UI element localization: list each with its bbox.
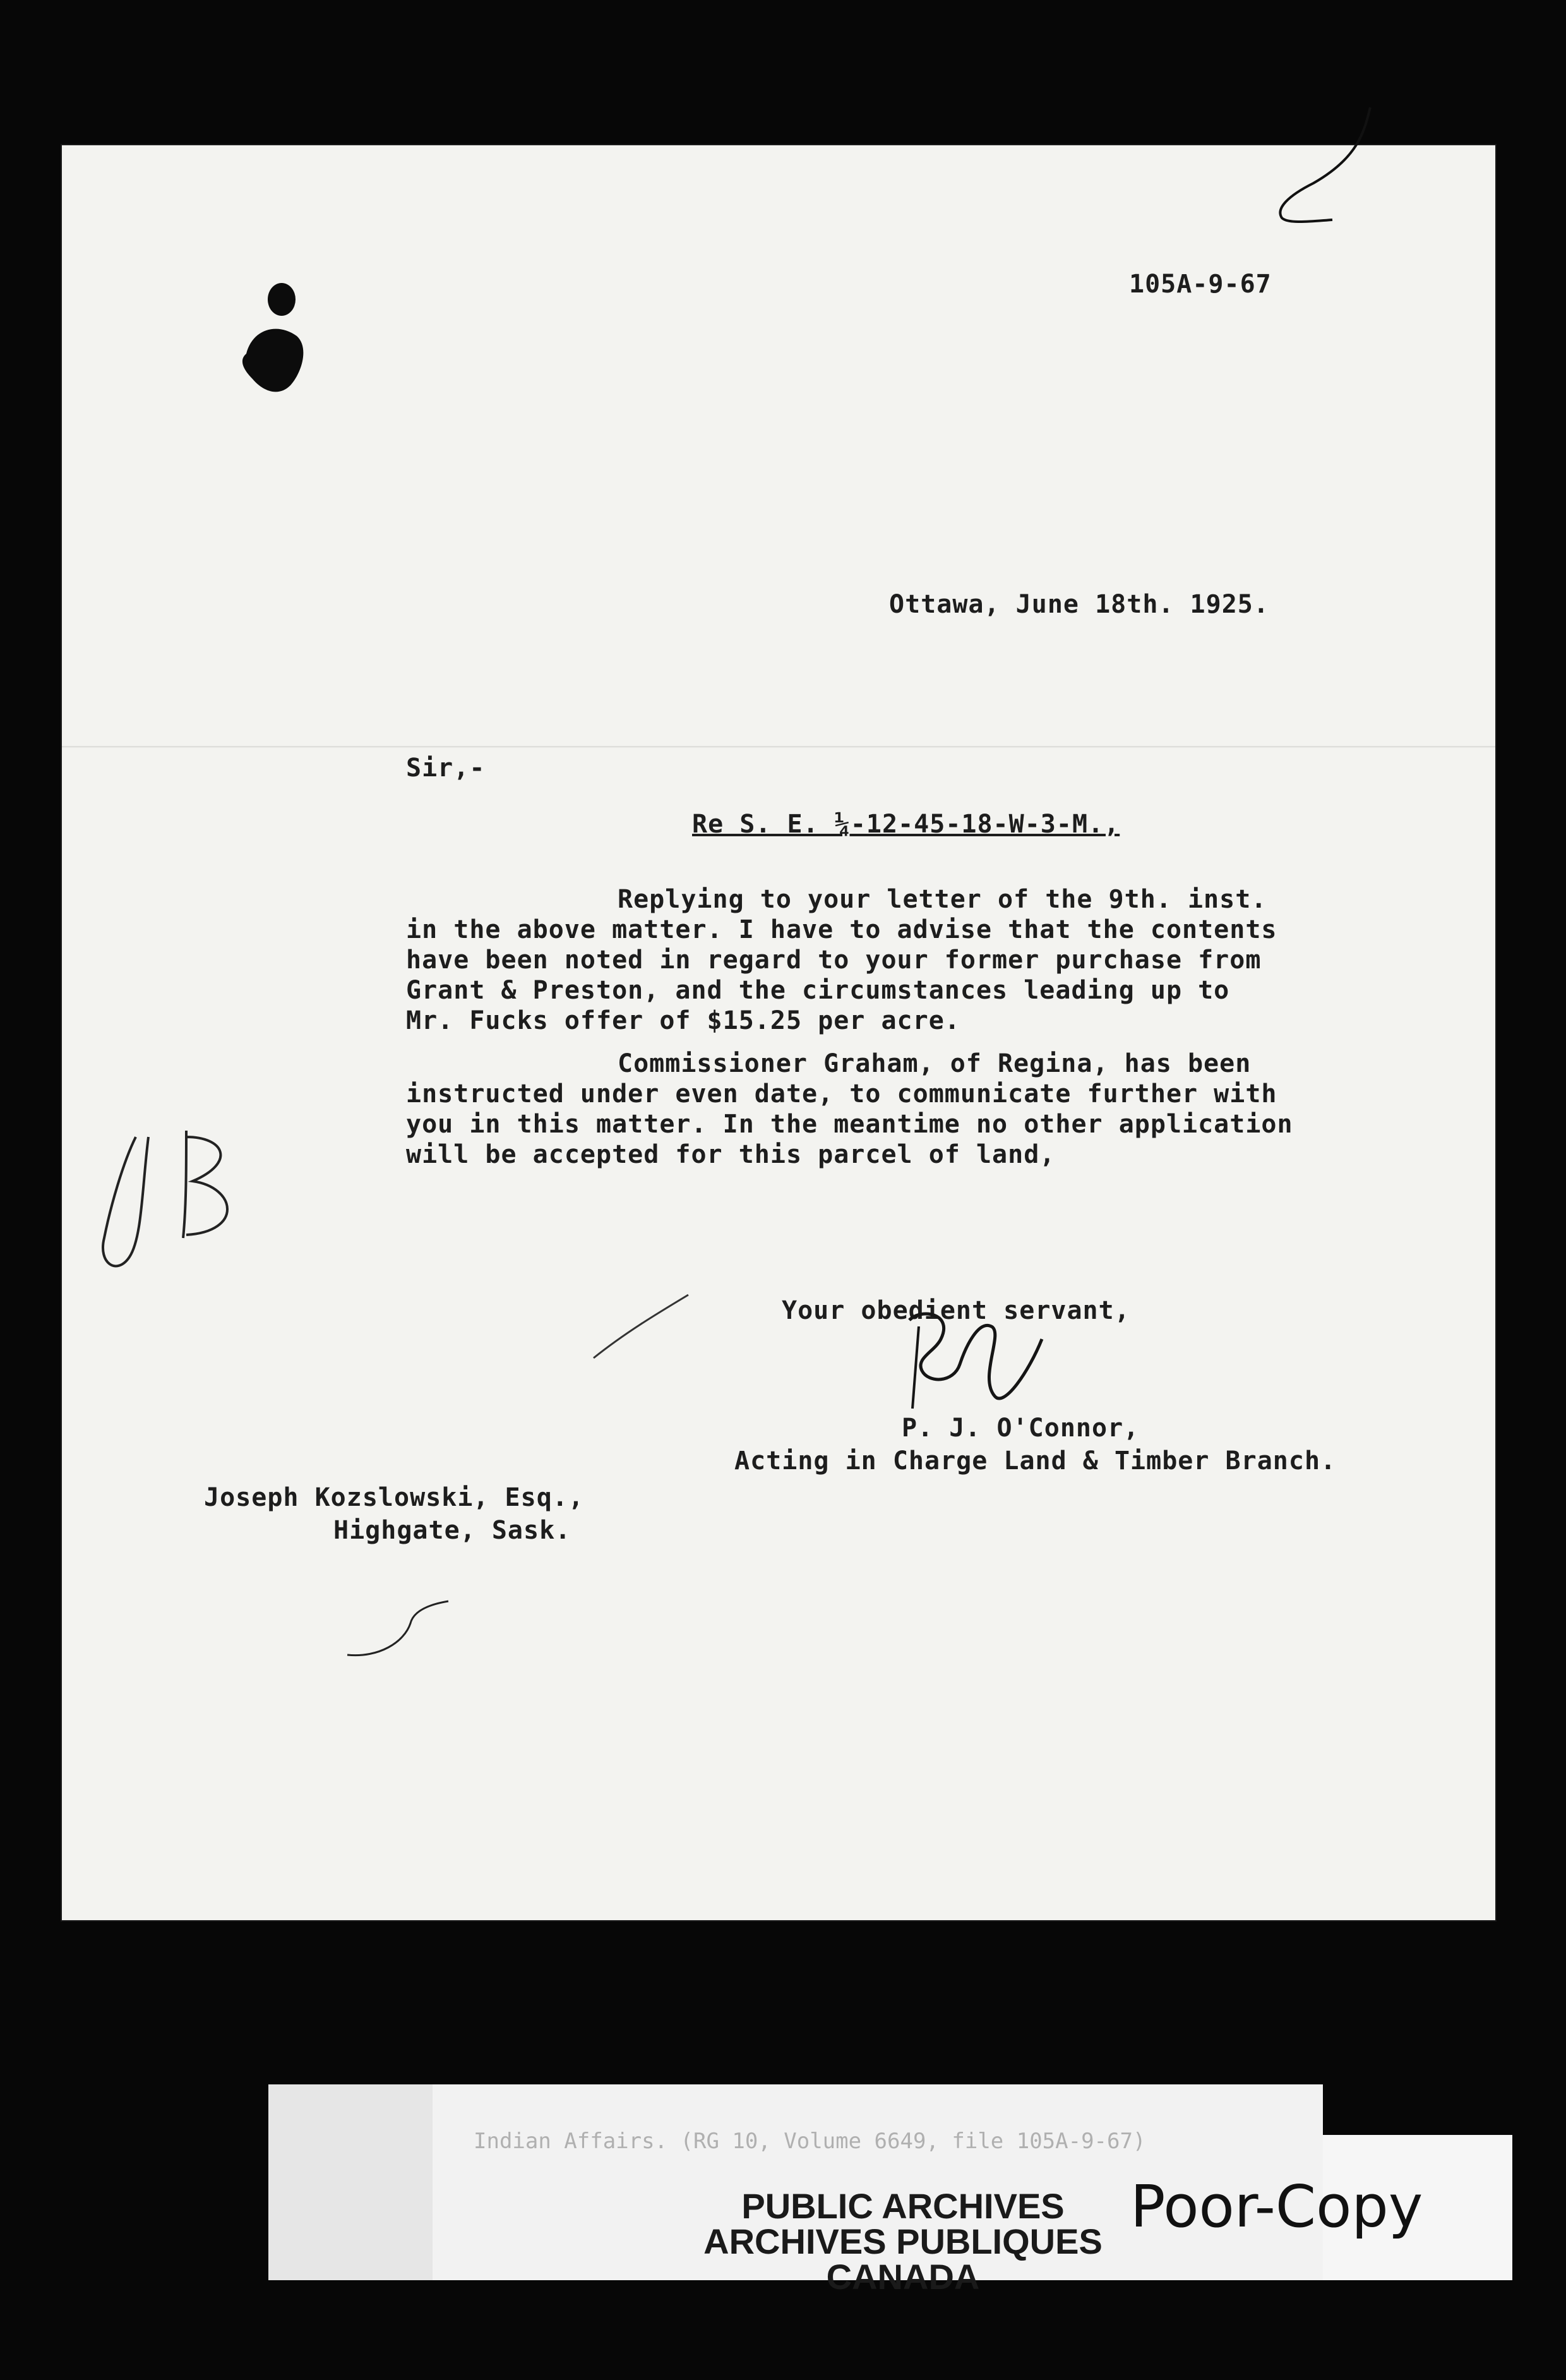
paragraph-2-line: Commissioner Graham, of Regina, has been bbox=[618, 1049, 1252, 1078]
closing: Your obedient servant, bbox=[782, 1296, 1130, 1325]
stray-pen-mark bbox=[594, 1295, 695, 1364]
salutation: Sir,- bbox=[406, 754, 486, 783]
archive-line-3: CANADA bbox=[826, 2257, 980, 2297]
margin-initials-jb bbox=[92, 1112, 281, 1301]
archive-label-edge bbox=[268, 2084, 433, 2280]
paragraph-1-line: have been noted in regard to your former purchase from bbox=[406, 946, 1262, 975]
signatory-title: Acting in Charge Land & Timber Branch. bbox=[734, 1446, 1337, 1475]
letter-page bbox=[62, 145, 1495, 1920]
signature bbox=[884, 1301, 1061, 1421]
paragraph-2-line: you in this matter. In the meantime no other application bbox=[406, 1110, 1293, 1139]
paragraph-2 bbox=[406, 1049, 1293, 1170]
archive-line-2: ARCHIVES PUBLIQUES bbox=[703, 2221, 1103, 2261]
recipient-name: Joseph Kozslowski, Esq., bbox=[204, 1483, 584, 1512]
date-line: Ottawa, June 18th. 1925. bbox=[889, 590, 1269, 619]
pen-stroke bbox=[1238, 107, 1383, 246]
signatory-name: P. J. O'Connor, bbox=[902, 1414, 1140, 1443]
page-fold-line bbox=[62, 746, 1495, 748]
archive-line-1: PUBLIC ARCHIVES bbox=[741, 2186, 1065, 2226]
stray-pen-mark bbox=[341, 1598, 455, 1668]
file-number: 105A-9-67 bbox=[1129, 270, 1272, 299]
poor-copy-stamp: Poor-Copy bbox=[1130, 2173, 1423, 2240]
paragraph-2-line: will be accepted for this parcel of land, bbox=[406, 1140, 1056, 1169]
paragraph-1-line: Grant & Preston, and the circumstances leading up to bbox=[406, 976, 1230, 1005]
paragraph-1-line: Mr. Fucks offer of $15.25 per acre. bbox=[406, 1006, 960, 1035]
paragraph-1 bbox=[406, 884, 1277, 1036]
recipient-location: Highgate, Sask. bbox=[333, 1516, 571, 1545]
paragraph-1-line: Replying to your letter of the 9th. inst. bbox=[618, 885, 1267, 914]
paragraph-2-line: instructed under even date, to communicate further with bbox=[406, 1079, 1277, 1109]
subject-line: Re S. E. ¼-12-45-18-W-3-M., bbox=[692, 810, 1120, 839]
ink-blot bbox=[227, 278, 316, 404]
paragraph-1-line: in the above matter. I have to advise that the contents bbox=[406, 915, 1277, 944]
archive-caption: Indian Affairs. (RG 10, Volume 6649, file 105A-9-67) bbox=[474, 2129, 1146, 2154]
